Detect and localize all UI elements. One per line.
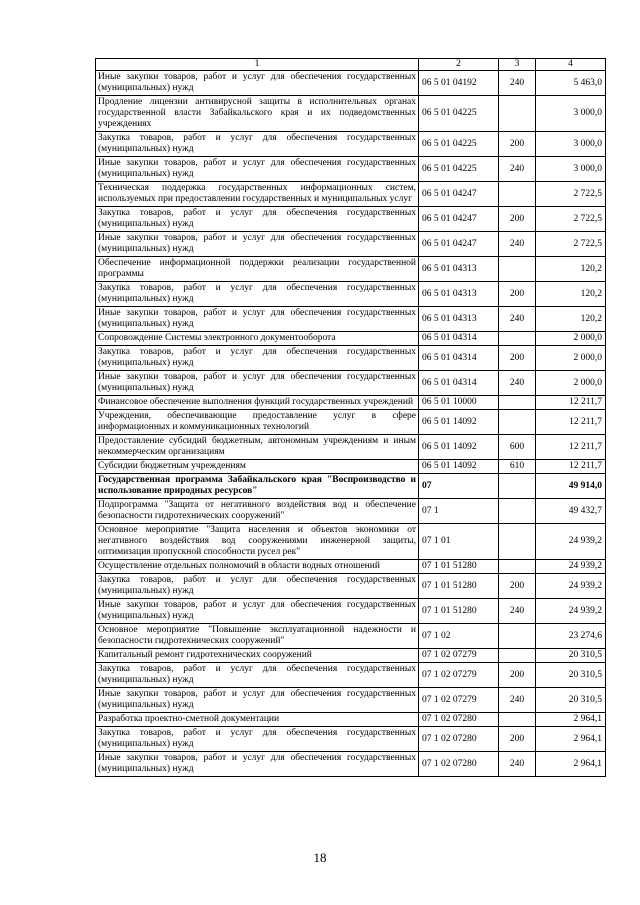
row-amount-cell: 49 432,7 (536, 499, 606, 524)
budget-table (95, 58, 606, 777)
row-expense-type-cell: 240 (499, 371, 536, 396)
row-expense-type-cell (499, 499, 536, 524)
row-code-cell: 07 1 02 (419, 624, 499, 649)
row-name-cell: Обеспечение информационной поддержки реализации государственной программы (96, 257, 419, 282)
row-name-cell: Закупка товаров, работ и услуг для обеспечения государственных (муниципальных) нужд (96, 282, 419, 307)
row-name-cell: Иные закупки товаров, работ и услуг для обеспечения государственных (муниципальных) нужд (96, 232, 419, 257)
row-name-cell: Закупка товаров, работ и услуг для обеспечения государственных (муниципальных) нужд (96, 346, 419, 371)
row-name-cell: Закупка товаров, работ и услуг для обеспечения государственных (муниципальных) нужд (96, 132, 419, 157)
row-expense-type-cell (499, 524, 536, 560)
table-row (96, 157, 606, 182)
table-row (96, 474, 606, 499)
row-code-cell: 06 5 01 04247 (419, 182, 499, 207)
row-name-cell: Техническая поддержка государственных информационных систем, используемых при предоставлении государственных и муниципальных услуг (96, 182, 419, 207)
row-expense-type-cell: 200 (499, 282, 536, 307)
table-row (96, 182, 606, 207)
row-amount-cell: 2 000,0 (536, 332, 606, 346)
table-row (96, 207, 606, 232)
row-code-cell: 07 1 (419, 499, 499, 524)
row-amount-cell: 20 310,5 (536, 688, 606, 713)
row-expense-type-cell: 240 (499, 307, 536, 332)
table-row (96, 282, 606, 307)
row-amount-cell: 49 914,0 (536, 474, 606, 499)
row-expense-type-cell: 240 (499, 232, 536, 257)
row-name-cell: Закупка товаров, работ и услуг для обеспечения государственных (муниципальных) нужд (96, 727, 419, 752)
row-code-cell: 07 1 02 07279 (419, 688, 499, 713)
row-code-cell: 06 5 01 04313 (419, 282, 499, 307)
row-amount-cell: 23 274,6 (536, 624, 606, 649)
row-amount-cell: 2 722,5 (536, 232, 606, 257)
row-name-cell: Субсидии бюджетным учреждениям (96, 460, 419, 474)
table-row (96, 560, 606, 574)
table-row (96, 663, 606, 688)
row-code-cell: 07 1 01 (419, 524, 499, 560)
row-code-cell: 06 5 01 04314 (419, 371, 499, 396)
row-amount-cell: 12 211,7 (536, 410, 606, 435)
row-amount-cell: 120,2 (536, 307, 606, 332)
table-row (96, 410, 606, 435)
row-expense-type-cell: 240 (499, 157, 536, 182)
row-code-cell: 06 5 01 04225 (419, 132, 499, 157)
table-row (96, 96, 606, 132)
table-row (96, 132, 606, 157)
column-header-expense-type: 3 (499, 59, 536, 71)
row-code-cell: 06 5 01 04247 (419, 232, 499, 257)
table-row (96, 307, 606, 332)
row-amount-cell: 12 211,7 (536, 460, 606, 474)
row-amount-cell: 2 722,5 (536, 207, 606, 232)
row-code-cell: 07 1 01 51280 (419, 574, 499, 599)
row-amount-cell: 3 000,0 (536, 96, 606, 132)
row-expense-type-cell (499, 560, 536, 574)
row-amount-cell: 12 211,7 (536, 435, 606, 460)
row-expense-type-cell: 200 (499, 574, 536, 599)
row-name-cell: Учреждения, обеспечивающие предоставление услуг в сфере информационных и коммуникационных технологий (96, 410, 419, 435)
row-code-cell: 07 1 01 51280 (419, 560, 499, 574)
row-amount-cell: 2 964,1 (536, 713, 606, 727)
row-expense-type-cell (499, 474, 536, 499)
row-amount-cell: 2 964,1 (536, 727, 606, 752)
table-header-row (96, 59, 606, 71)
row-amount-cell: 24 939,2 (536, 574, 606, 599)
row-expense-type-cell (499, 257, 536, 282)
table-row (96, 727, 606, 752)
row-code-cell: 06 5 01 04225 (419, 96, 499, 132)
row-code-cell: 07 (419, 474, 499, 499)
row-expense-type-cell (499, 332, 536, 346)
row-expense-type-cell (499, 396, 536, 410)
row-amount-cell: 2 000,0 (536, 371, 606, 396)
row-amount-cell: 5 463,0 (536, 71, 606, 96)
page-number: 18 (313, 850, 327, 865)
table-row (96, 649, 606, 663)
row-code-cell: 06 5 01 04313 (419, 257, 499, 282)
row-code-cell: 06 5 01 04314 (419, 332, 499, 346)
row-amount-cell: 20 310,5 (536, 649, 606, 663)
row-amount-cell: 3 000,0 (536, 157, 606, 182)
row-expense-type-cell (499, 410, 536, 435)
row-expense-type-cell: 610 (499, 460, 536, 474)
table-row (96, 752, 606, 777)
table-row (96, 396, 606, 410)
row-expense-type-cell (499, 713, 536, 727)
row-amount-cell: 3 000,0 (536, 132, 606, 157)
table-row (96, 71, 606, 96)
row-expense-type-cell: 240 (499, 688, 536, 713)
row-name-cell: Осуществление отдельных полномочий в области водных отношений (96, 560, 419, 574)
column-header-code: 2 (419, 59, 499, 71)
row-expense-type-cell: 200 (499, 207, 536, 232)
row-expense-type-cell: 200 (499, 346, 536, 371)
row-amount-cell: 2 964,1 (536, 752, 606, 777)
table-row (96, 257, 606, 282)
row-amount-cell: 120,2 (536, 257, 606, 282)
table-row (96, 599, 606, 624)
document-page (95, 58, 605, 777)
row-expense-type-cell: 200 (499, 727, 536, 752)
table-row (96, 346, 606, 371)
table-row (96, 688, 606, 713)
row-name-cell: Финансовое обеспечение выполнения функций государственных учреждений (96, 396, 419, 410)
row-expense-type-cell: 240 (499, 599, 536, 624)
row-amount-cell: 20 310,5 (536, 663, 606, 688)
row-expense-type-cell: 240 (499, 71, 536, 96)
row-code-cell: 06 5 01 04314 (419, 346, 499, 371)
row-code-cell: 07 1 02 07280 (419, 752, 499, 777)
row-expense-type-cell: 240 (499, 752, 536, 777)
table-body (96, 71, 606, 777)
row-code-cell: 06 5 01 10000 (419, 396, 499, 410)
row-amount-cell: 24 939,2 (536, 524, 606, 560)
row-code-cell: 06 5 01 04192 (419, 71, 499, 96)
row-name-cell: Иные закупки товаров, работ и услуг для обеспечения государственных (муниципальных) нужд (96, 371, 419, 396)
row-name-cell: Сопровождение Системы электронного документооборота (96, 332, 419, 346)
column-header-amount: 4 (536, 59, 606, 71)
row-code-cell: 07 1 02 07279 (419, 649, 499, 663)
row-expense-type-cell (499, 182, 536, 207)
row-code-cell: 07 1 02 07280 (419, 727, 499, 752)
row-code-cell: 06 5 01 14092 (419, 410, 499, 435)
row-name-cell: Капитальный ремонт гидротехнических сооружений (96, 649, 419, 663)
row-code-cell: 07 1 01 51280 (419, 599, 499, 624)
row-amount-cell: 120,2 (536, 282, 606, 307)
row-name-cell: Продление лицензии антивирусной защиты в исполнительных органах государственной власти Забайкальского края и их подведомственных учреждениях (96, 96, 419, 132)
row-expense-type-cell (499, 649, 536, 663)
table-row (96, 435, 606, 460)
row-name-cell: Иные закупки товаров, работ и услуг для обеспечения государственных (муниципальных) нужд (96, 752, 419, 777)
row-name-cell: Иные закупки товаров, работ и услуг для обеспечения государственных (муниципальных) нужд (96, 307, 419, 332)
row-name-cell: Разработка проектно-сметной документации (96, 713, 419, 727)
row-name-cell: Государственная программа Забайкальского края "Воспроизводство и использование природных ресурсов" (96, 474, 419, 499)
table-row (96, 332, 606, 346)
row-code-cell: 06 5 01 04313 (419, 307, 499, 332)
row-expense-type-cell: 600 (499, 435, 536, 460)
row-code-cell: 06 5 01 04247 (419, 207, 499, 232)
row-code-cell: 06 5 01 14092 (419, 435, 499, 460)
row-name-cell: Иные закупки товаров, работ и услуг для обеспечения государственных (муниципальных) нужд (96, 599, 419, 624)
row-code-cell: 07 1 02 07280 (419, 713, 499, 727)
row-name-cell: Иные закупки товаров, работ и услуг для обеспечения государственных (муниципальных) нужд (96, 157, 419, 182)
row-code-cell: 06 5 01 14092 (419, 460, 499, 474)
row-amount-cell: 12 211,7 (536, 396, 606, 410)
row-expense-type-cell (499, 624, 536, 649)
row-name-cell: Основное мероприятие "Повышение эксплуатационной надежности и безопасности гидротехнических сооружений" (96, 624, 419, 649)
row-expense-type-cell (499, 96, 536, 132)
row-name-cell: Основное мероприятие "Защита населения и объектов экономики от негативного воздействия вод сооружениями инженерной защиты, оптимизация пропускной способности русел рек" (96, 524, 419, 560)
row-expense-type-cell: 200 (499, 663, 536, 688)
row-name-cell: Закупка товаров, работ и услуг для обеспечения государственных (муниципальных) нужд (96, 207, 419, 232)
table-row (96, 232, 606, 257)
row-amount-cell: 24 939,2 (536, 560, 606, 574)
row-amount-cell: 2 722,5 (536, 182, 606, 207)
row-name-cell: Закупка товаров, работ и услуг для обеспечения государственных (муниципальных) нужд (96, 663, 419, 688)
table-row (96, 499, 606, 524)
row-name-cell: Закупка товаров, работ и услуг для обеспечения государственных (муниципальных) нужд (96, 574, 419, 599)
row-name-cell: Иные закупки товаров, работ и услуг для обеспечения государственных (муниципальных) нужд (96, 688, 419, 713)
row-code-cell: 06 5 01 04225 (419, 157, 499, 182)
table-row (96, 713, 606, 727)
row-expense-type-cell: 200 (499, 132, 536, 157)
row-amount-cell: 24 939,2 (536, 599, 606, 624)
row-code-cell: 07 1 02 07279 (419, 663, 499, 688)
table-row (96, 524, 606, 560)
column-header-name: 1 (96, 59, 419, 71)
row-name-cell: Иные закупки товаров, работ и услуг для обеспечения государственных (муниципальных) нужд (96, 71, 419, 96)
row-name-cell: Подпрограмма "Защита от негативного воздействия вод и обеспечение безопасности гидротехнических сооружений" (96, 499, 419, 524)
row-name-cell: Предоставление субсидий бюджетным, автономным учреждениям и иным некоммерческим организациям (96, 435, 419, 460)
table-row (96, 574, 606, 599)
table-row (96, 371, 606, 396)
table-row (96, 624, 606, 649)
table-row (96, 460, 606, 474)
row-amount-cell: 2 000,0 (536, 346, 606, 371)
